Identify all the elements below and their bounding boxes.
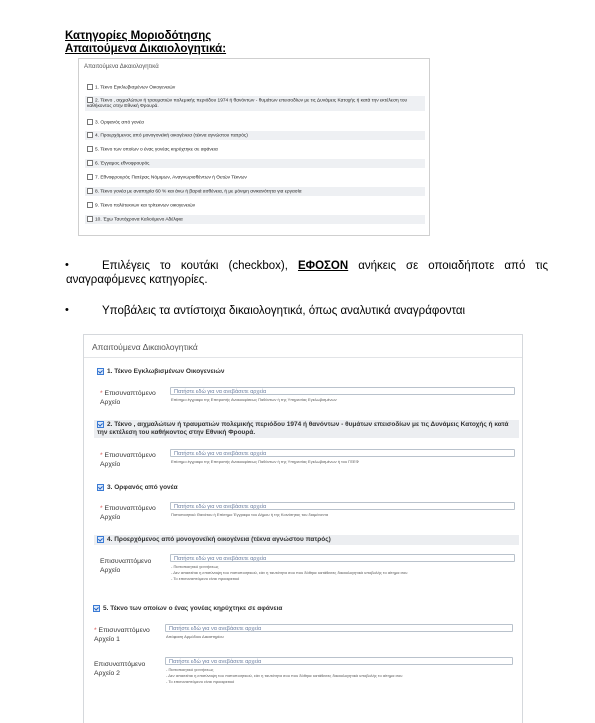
category-4-header[interactable]: 4. Προερχόμενος από μονογονεϊκή οικογένεια (τέκνα αγνώστου πατρός) [94, 535, 519, 545]
category-row: 3. Ορφανός από γονέα [85, 118, 425, 127]
help-text: - Δεν απαιτείται η επισύναψη του πιστοποιητικού, εάν η ταυτότητα σου που δόθηκε κατάθεσες δικαιολογητικά υποβολής το αίτημα σου [171, 570, 408, 575]
category-row: 6. Έγγαμος εθνοφρουρός [85, 159, 425, 168]
checkbox[interactable] [87, 202, 93, 208]
upload-input[interactable]: Πατήστε εδώ για να ανεβάσετε αρχεία [165, 624, 513, 632]
checkbox[interactable] [87, 216, 93, 222]
upload-input[interactable]: Πατήστε εδώ για να ανεβάσετε αρχεία [170, 554, 515, 562]
upload-input[interactable]: Πατήστε εδώ για να ανεβάσετε αρχεία [170, 387, 515, 395]
upload-input[interactable]: Πατήστε εδώ για να ανεβάσετε αρχεία [165, 657, 513, 665]
help-text: - Το επισυναπτόμενο είναι προαιρετικό [171, 576, 240, 581]
panel-title: Απαιτούμενα Δικαιολογητικά [84, 64, 159, 70]
category-row: 8. Τέκνο γονέα με αναπηρία 60 % και άνω ή βαριά ασθένεια, ή με μόνιμη ανικανότητα για εργασία [85, 187, 425, 196]
checkbox[interactable] [87, 97, 93, 103]
heading-categories: Κατηγορίες Μοριοδότησης [65, 30, 212, 42]
checkbox-checked[interactable] [97, 536, 104, 543]
help-text: - Δεν απαιτείται η επισύναψη του πιστοποιητικού, εάν η ταυτότητα σου που δόθηκε κατάθεσες δικαιολογητικά υποβολής το αίτημα σου [166, 673, 403, 678]
category-row: 10. Έχω Ταυτόχρονα Καλούμενο Αδέλφια [85, 215, 425, 224]
category-5-header[interactable]: 5. Τέκνο των οποίων ο ένας γονέας κηρύχτηκε σε αφάνεια [90, 604, 515, 614]
help-text: Απόφαση Αρμόδιου Δικαστηρίου [166, 634, 224, 639]
instruction-paragraph-2: Υποβάλεις τα αντίστοιχα δικαιολογητικά, όπως αναλυτικά αναγράφονται [102, 305, 466, 317]
required-docs-panel-small [78, 58, 430, 236]
heading-required-docs: Απαιτούμενα Δικαιολογητικά: [65, 43, 227, 55]
upload-label: * Επισυναπτόμενο Αρχείο 1 [94, 627, 150, 643]
panel-title: Απαιτούμενα Δικαιολογητικά [92, 342, 198, 352]
checkbox-checked[interactable] [97, 368, 104, 375]
checkbox[interactable] [87, 174, 93, 180]
bullet-mark: • [65, 259, 69, 271]
divider [84, 357, 522, 358]
help-text: Επίσημο έγγραφο της Επιτροπής Ανακουφίσεως Παθόντων ή της Υπηρεσίας Εγκλωβισμένων ή του ΓΕΕΦ [171, 459, 359, 464]
category-row: 4. Προερχόμενος από μονογονεϊκή οικογένεια (τέκνα αγνώστου πατρός) [85, 131, 425, 140]
category-row: 9. Τέκνο πολύτεκνων και τρίτεκνων οικογενειών [85, 201, 425, 210]
required-docs-panel-large [83, 334, 523, 723]
emphasis-text: ΕΦΟΣΟΝ [297, 260, 349, 272]
help-text: Επίσημο έγγραφο της Επιτροπής Ανακουφίσεως Παθόντων ή της Υπηρεσίας Εγκλωβισμένων [171, 397, 337, 402]
help-text: - Το επισυναπτόμενο είναι προαιρετικό [166, 679, 235, 684]
category-row: 5. Τέκνο των οποίων ο ένας γονέας κηρύχτηκε σε αφάνεια [85, 145, 425, 154]
category-row: 1. Τέκνο Εγκλωβισμένων Οικογενειών [85, 83, 425, 92]
bullet-mark: • [65, 304, 69, 316]
checkbox[interactable] [87, 84, 93, 90]
category-3-header[interactable]: 3. Ορφανός από γονέα [94, 483, 519, 493]
checkbox-checked[interactable] [97, 484, 104, 491]
category-1-header[interactable]: 1. Τέκνο Εγκλωβισμένων Οικογενειών [94, 367, 519, 377]
checkbox[interactable] [87, 119, 93, 125]
upload-label: * Επισυναπτόμενο Αρχείο [100, 390, 156, 406]
checkbox-checked[interactable] [97, 421, 104, 428]
upload-input[interactable]: Πατήστε εδώ για να ανεβάσετε αρχεία [170, 449, 515, 457]
checkbox[interactable] [87, 160, 93, 166]
category-row: 7. Εθνοφρουρός Πατέρας Νόμιμων, Αναγνωρισθέντων ή Θετών Τέκνων [85, 173, 425, 182]
upload-label: Επισυναπτόμενο Αρχείο 2 [94, 661, 146, 677]
checkbox-checked[interactable] [93, 605, 100, 612]
help-text: Πιστοποιητικό Θανάτου ή Επίσημο Έγγραφο του Δήμου ή της Κοινότητας του διαμένοντα [171, 512, 329, 517]
instruction-paragraph-1: Επιλέγεις το κουτάκι (checkbox), ΕΦΟΣΟΝ ανήκεις σε οποιαδήποτε από τις αναγραφόμενες κατηγορίες. [66, 260, 549, 286]
checkbox[interactable] [87, 132, 93, 138]
upload-label: * Επισυναπτόμενο Αρχείο [100, 452, 156, 468]
upload-label: Επισυναπτόμενο Αρχείο [100, 558, 152, 574]
help-text: - Πιστοποιητικό γεννήσεως [171, 564, 219, 569]
help-text: - Πιστοποιητικό γεννήσεως [166, 667, 214, 672]
upload-label: * Επισυναπτόμενο Αρχείο [100, 505, 156, 521]
checkbox[interactable] [87, 146, 93, 152]
category-2-header[interactable]: 2. Τέκνο , αιχμαλώτων ή τραυματιών πολεμικής περιόδου 1974 ή θανόντων - θυμάτων επεισοδίων με τις Δυνάμεις Κατοχής ή κατά την εκτέλεση του καθήκοντος στην Εθνική Φρουρά. [94, 420, 519, 438]
category-row: 2. Τέκνο , αιχμαλώτων ή τραυματιών πολεμικής περιόδου 1974 ή θανόντων - θυμάτων επεισοδίων με τις Δυνάμεις Κατοχής ή κατά την εκτέλεση του καθήκοντος στην Εθνική Φρουρά. [85, 96, 425, 111]
checkbox[interactable] [87, 188, 93, 194]
upload-input[interactable]: Πατήστε εδώ για να ανεβάσετε αρχεία [170, 502, 515, 510]
